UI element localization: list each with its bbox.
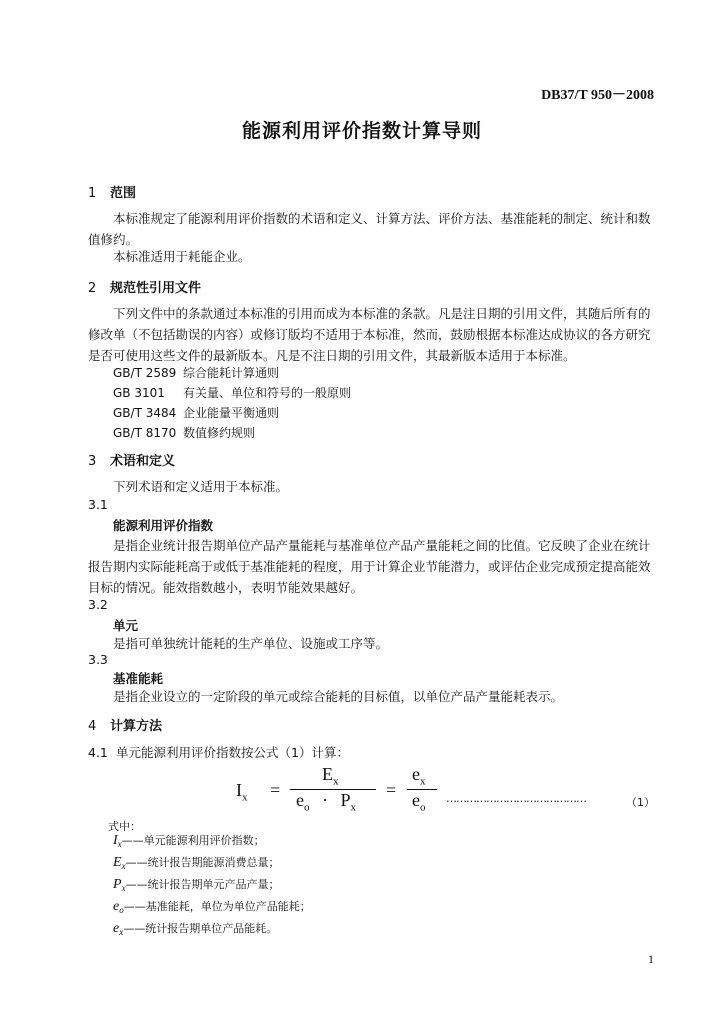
formula-number: （1）: [626, 796, 655, 809]
variable-desc: ——统计报告期单位产品能耗。: [123, 922, 278, 935]
term-name: 单元: [113, 618, 139, 633]
symbol-P: P: [340, 790, 351, 810]
reference-title: 综合能耗计算通则: [183, 366, 280, 380]
section-2-heading: [88, 277, 201, 296]
subscript: x: [420, 775, 426, 788]
variable-desc: ——基准能耗，单位为单位产品能耗；: [123, 900, 311, 913]
term-name: 基准能耗: [113, 671, 164, 686]
symbol-E: E: [322, 764, 333, 784]
subscript: o: [420, 801, 426, 814]
section-title: 规范性引用文件: [110, 281, 202, 296]
variable-item: [113, 898, 311, 915]
reference-item: [113, 404, 279, 421]
section-number: 2: [88, 281, 97, 296]
term-definition: 是指企业设立的一定阶段的单元或综合能耗的目标值，以单位产品产量能耗表示。: [113, 689, 564, 704]
variable-symbol: I: [113, 833, 118, 848]
symbol-e: e: [412, 764, 420, 784]
reference-title: 数值修约规则: [183, 426, 256, 440]
symbol-I: I: [236, 780, 242, 800]
variable-item: [113, 832, 265, 849]
section-title: 术语和定义: [110, 454, 176, 469]
equals-sign: =: [386, 780, 397, 800]
variable-symbol: E: [113, 855, 122, 870]
clause-number: 4.1: [88, 745, 108, 760]
reference-item: [113, 384, 351, 401]
section-3-heading: [88, 450, 175, 469]
reference-title: 有关量、单位和符号的一般原则: [183, 386, 352, 400]
numerator-Ex: [322, 764, 339, 788]
variable-subscript: x: [117, 839, 122, 850]
symbol-e: e: [296, 790, 304, 810]
denominator-eo: [412, 790, 426, 814]
symbol-e: e: [412, 790, 420, 810]
reference-code: GB/T 8170: [113, 426, 177, 440]
dot-operator: ·: [322, 790, 328, 810]
variable-subscript: x: [119, 927, 124, 938]
subscript: x: [242, 791, 248, 804]
term-definition: 是指企业统计报告期单位产品产量能耗与基准单位产品产量能耗之间的比值。它反映了企业在统计报告期内实际能耗高于或低于基准能耗的程度，用于计算企业节能潜力，或评估企业完成预定提高能效目标的情况。能效指数越小，表明节能效果越好。: [88, 538, 651, 595]
reference-code: GB/T 3484: [113, 406, 177, 420]
section-number: 4: [88, 719, 97, 734]
section-title: 计算方法: [110, 719, 163, 734]
section-1-paragraph: 本标准规定了能源利用评价指数的术语和定义、计算方法、评价方法、基准能耗的制定、统计和数值修约。: [88, 211, 651, 247]
subscript: x: [333, 775, 339, 788]
variable-desc: ——统计报告期能源消费总量；: [125, 856, 280, 869]
section-4-heading: [88, 715, 162, 734]
dot-leader: ……………………………………: [446, 792, 586, 805]
clause-text: 单元能源利用评价指数按公式（1）计算：: [116, 745, 349, 760]
subscript: o: [304, 801, 310, 814]
clause-4-1: [88, 743, 349, 761]
section-3-intro: 下列术语和定义适用于本标准。: [113, 479, 289, 494]
clause-number: 3.3: [88, 652, 108, 667]
page-number: 1: [648, 952, 654, 966]
variable-subscript: o: [119, 905, 124, 916]
equals-sign: =: [270, 780, 281, 800]
term-name: 能源利用评价指数: [113, 518, 214, 533]
variable-desc: ——统计报告期单元产品产量；: [125, 878, 280, 891]
reference-code: GB 3101: [113, 386, 165, 400]
variable-symbol: P: [113, 877, 122, 892]
section-1-scope: 本标准适用于耗能企业。: [113, 249, 251, 264]
variable-item: [113, 920, 277, 937]
variable-symbol: e: [113, 899, 120, 914]
document-title: 能源利用评价指数计算导则: [241, 120, 482, 142]
reference-title: 企业能量平衡通则: [183, 406, 280, 420]
section-title: 范围: [110, 186, 137, 201]
variable-subscript: x: [121, 883, 126, 894]
variable-item: [113, 854, 280, 871]
where-label: 式中：: [108, 820, 141, 833]
variable-desc: ——单元能源利用评价指数；: [121, 834, 265, 847]
clause-number: 3.1: [88, 497, 108, 512]
reference-item: [113, 424, 255, 441]
term-definition: 是指可单独统计能耗的生产单位、设施或工序等。: [113, 636, 389, 651]
clause-number: 3.2: [88, 597, 108, 612]
denominator-e0Px: [296, 790, 356, 814]
section-1-heading: [88, 182, 136, 201]
document-code: DB37/T 950－2008: [541, 88, 654, 103]
section-number: 1: [88, 186, 97, 201]
variable-item: [113, 876, 280, 893]
variable-subscript: x: [121, 861, 126, 872]
formula-lhs: [236, 780, 248, 804]
variable-symbol: e: [113, 921, 120, 936]
section-number: 3: [88, 454, 97, 469]
reference-code: GB/T 2589: [113, 366, 177, 380]
reference-item: [113, 364, 279, 381]
section-2-paragraph: 下列文件中的条款通过本标准的引用而成为本标准的条款。凡是注日期的引用文件，其随后所有的修改单（不包括勘误的内容）或修订版均不适用于本标准，然而，鼓励根据本标准达成协议的各方研究是否可使用这些文件的最新版本。凡是不注日期的引用文件，其最新版本适用于本标准。: [88, 306, 651, 363]
numerator-ex: [412, 764, 426, 788]
subscript: x: [350, 801, 357, 814]
